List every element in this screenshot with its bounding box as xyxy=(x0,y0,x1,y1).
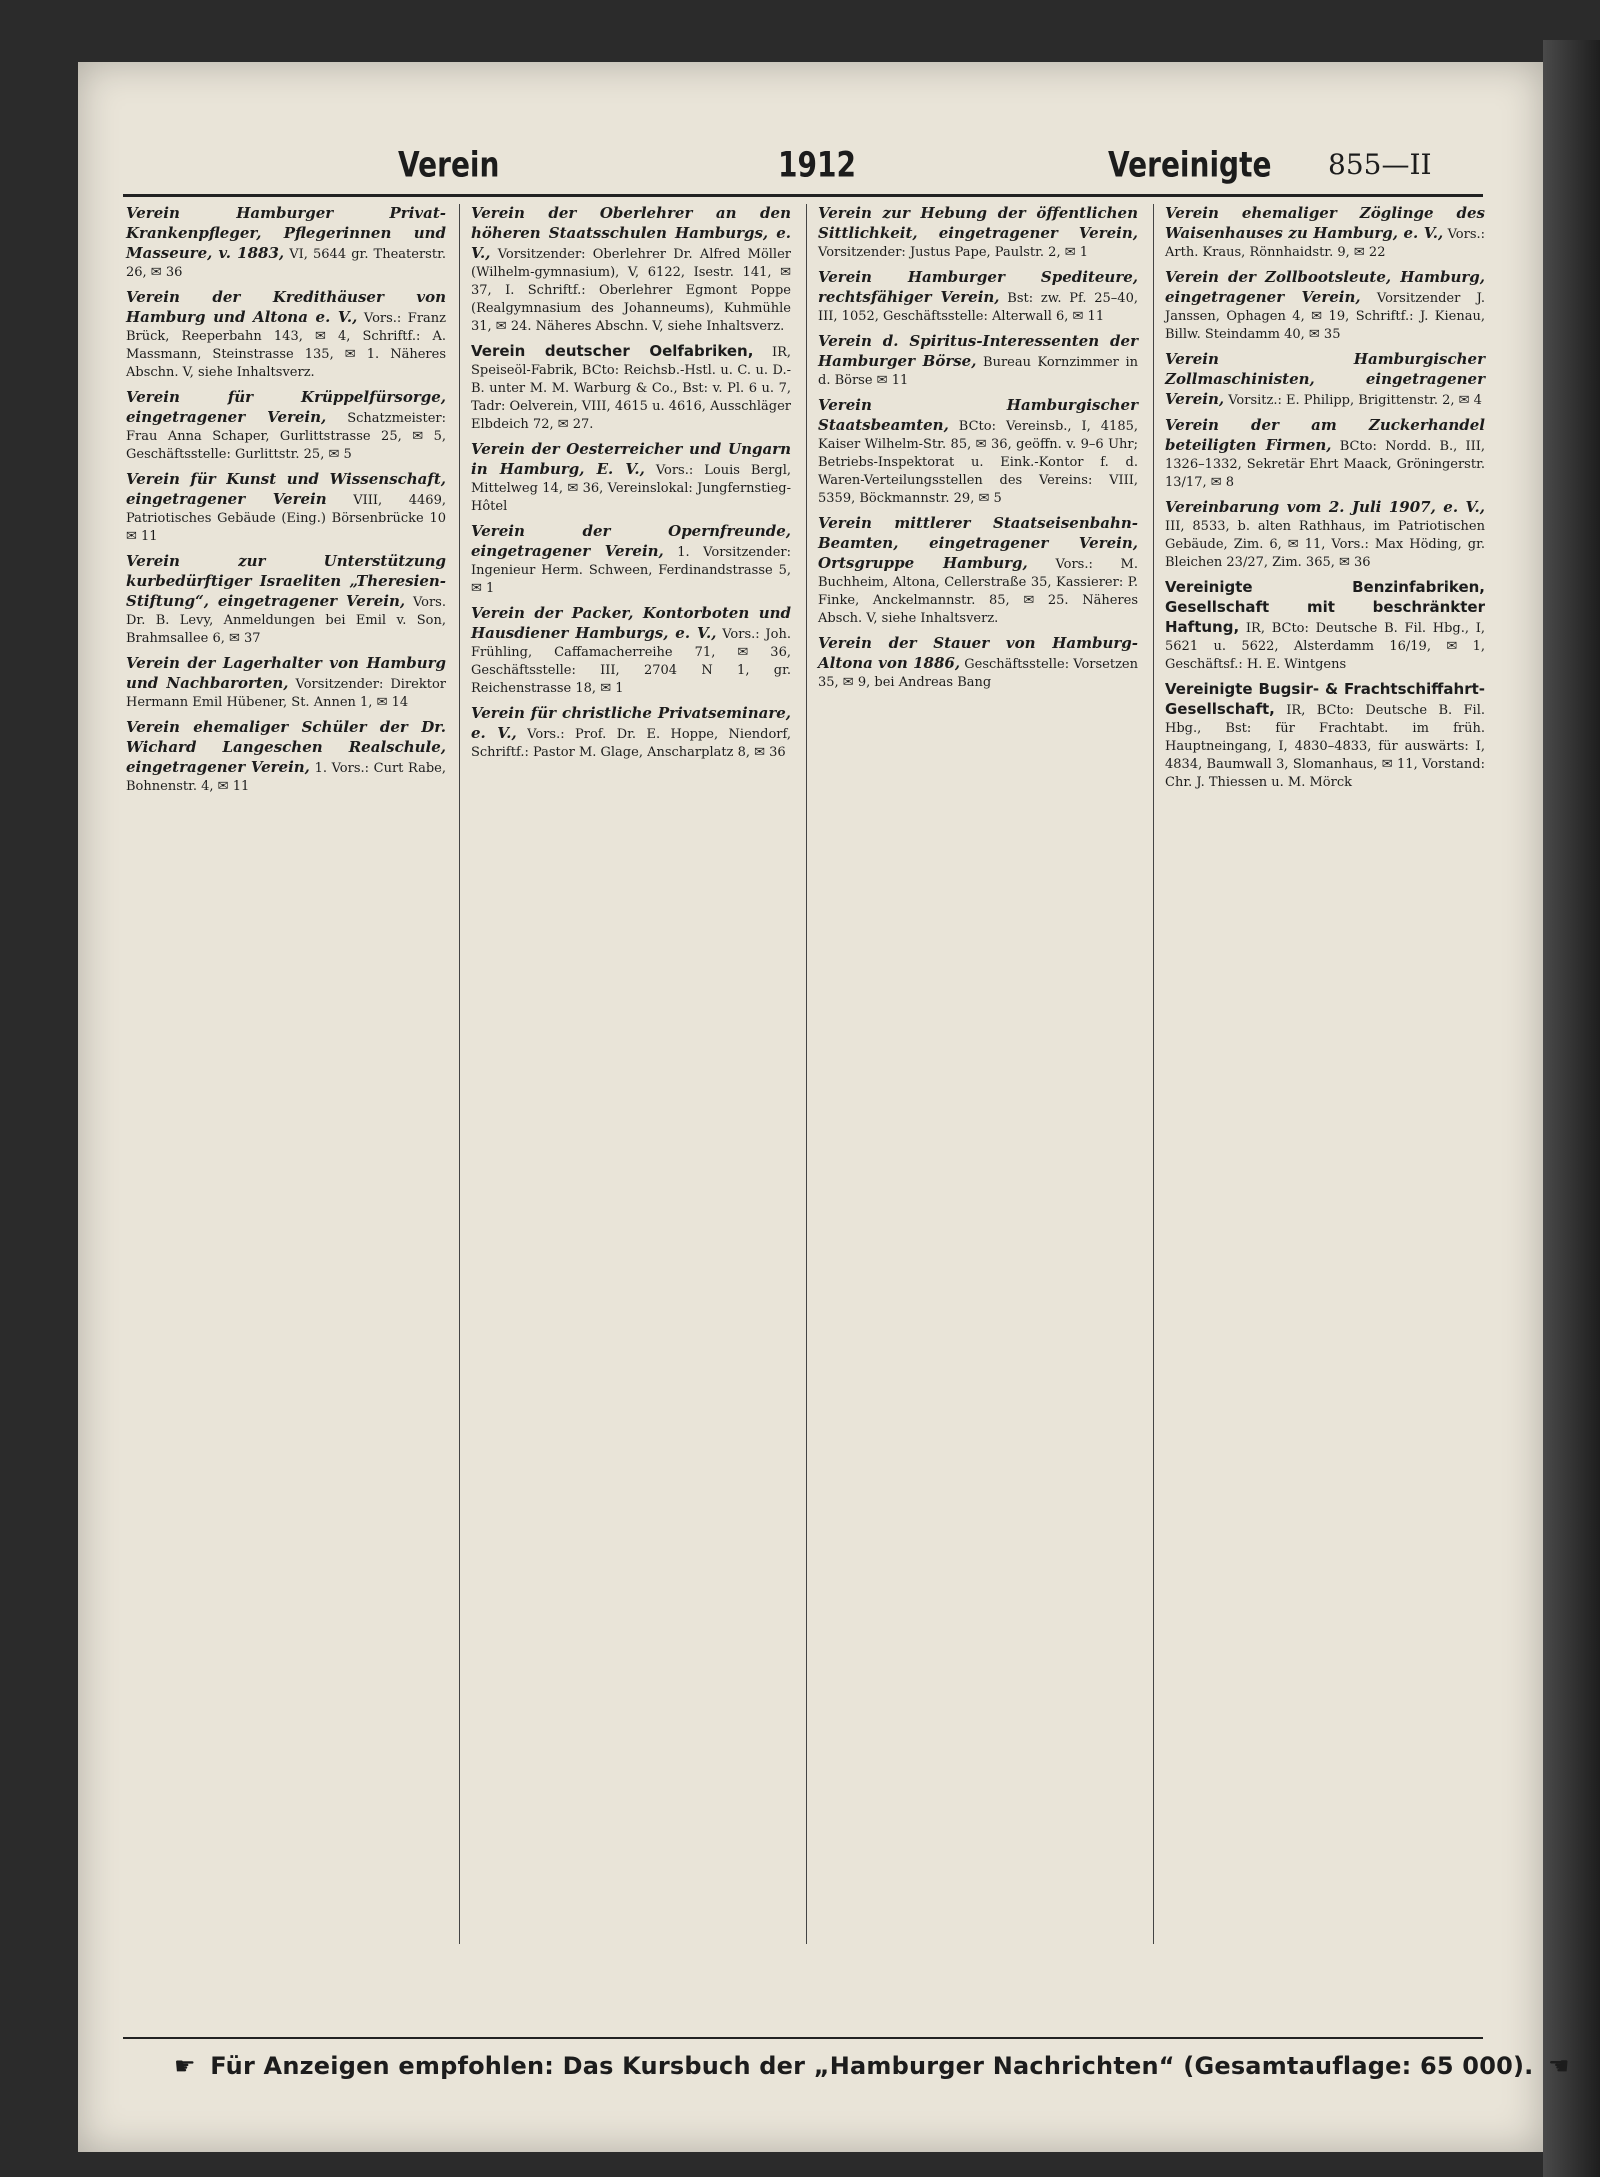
entry-details: Vors.: Joh. Frühling, Caffamacherreihe 71, ✉ 36, Geschäftsstelle: III, 2704 N 1, gr. Reichenstrasse 18, ✉ 1 xyxy=(471,627,791,696)
directory-entry xyxy=(126,204,446,282)
pointing-hand-icon: ☚ xyxy=(1548,2052,1570,2080)
directory-entry xyxy=(1165,350,1485,410)
directory-entry xyxy=(471,204,791,336)
entry-details: Schatzmeister: Frau Anna Schaper, Gurlittstrasse 25, ✉ 5, Geschäftsstelle: Gurlittstr. 25, ✉ 5 xyxy=(126,411,446,462)
directory-entry xyxy=(818,332,1138,390)
entry-details: III, 8533, b. alten Rathhaus, im Patriotischen Gebäude, Zim. 6, ✉ 11, Vors.: Max Höding, gr. Bleichen 23/27, Zim. 365, ✉ 36 xyxy=(1165,519,1485,570)
entry-details: Bst: zw. Pf. 25–40, III, 1052, Geschäftsstelle: Alterwall 6, ✉ 11 xyxy=(818,291,1138,324)
entry-details: Vors.: M. Buchheim, Altona, Cellerstraße 35, Kassierer: P. Finke, Anckelmannstr. 85, ✉ 25. Näheres Absch. V, siehe Inhaltsverz. xyxy=(818,557,1139,626)
entry-firm: Verein deutscher Oelfabriken, xyxy=(471,342,754,360)
entry-details: BCto: Vereinsb., I, 4185, Kaiser Wilhelm-Str. 85, ✉ 36, geöffn. v. 9–6 Uhr; Betriebs-Inspektorat u. Eink.-Kontor f. d. Waren-Verteilungsstellen des Vereins: VIII, 5359, Böckmannstr. 29, ✉ 5 xyxy=(818,419,1138,506)
entry-name: Verein ehemaliger Schüler der Dr. Wichard Langeschen Realschule, eingetragener Verein, xyxy=(126,718,446,776)
entry-name: Verein für Kunst und Wissenschaft, eingetragener Verein xyxy=(126,470,446,508)
directory-entry xyxy=(471,522,791,598)
directory-entry xyxy=(818,204,1138,262)
directory-entry xyxy=(1165,268,1485,344)
column-4 xyxy=(1165,204,1485,1944)
entry-name: Verein der am Zuckerhandel beteiligten Firmen, xyxy=(1165,416,1485,454)
entry-details: Vors.: Louis Bergl, Mittelweg 14, ✉ 36, Vereinslokal: Jungfernstieg-Hôtel xyxy=(471,463,791,514)
entry-details: VI, 5644 gr. Theaterstr. 26, ✉ 36 xyxy=(126,247,446,280)
entry-name: Verein der Kredithäuser von Hamburg und Altona e. V., xyxy=(126,288,446,326)
entry-details: Vors.: Arth. Kraus, Rönnhaidstr. 9, ✉ 22 xyxy=(1165,227,1485,260)
directory-entry xyxy=(818,268,1138,326)
directory-entry xyxy=(126,552,446,648)
directory-entry xyxy=(818,396,1138,508)
directory-entry xyxy=(1165,498,1485,572)
directory-entry xyxy=(1165,416,1485,492)
directory-entry xyxy=(471,440,791,516)
header-left-keyword: Verein xyxy=(398,143,500,186)
entry-name: Verein der Oesterreicher und Ungarn in Hamburg, E. V., xyxy=(471,440,791,478)
document-page xyxy=(78,62,1570,2152)
entry-details: Vors.: Franz Brück, Reeperbahn 143, ✉ 4, Schriftf.: A. Massmann, Steinstrasse 135, ✉ 1. Näheres Abschn. V, siehe Inhaltsverz. xyxy=(126,311,447,380)
directory-entry xyxy=(126,654,446,712)
footer-text: Für Anzeigen empfohlen: Das Kursbuch der „Hamburger Nachrichten“ (Gesamtauflage: 65 000). xyxy=(210,2052,1534,2080)
directory-entry xyxy=(126,288,446,382)
entry-details: Geschäftsstelle: Vorsetzen 35, ✉ 9, bei Andreas Bang xyxy=(818,657,1138,690)
entry-name: Verein für christliche Privatseminare, e. V., xyxy=(471,704,791,742)
pointing-hand-icon: ☛ xyxy=(174,2052,196,2080)
header-year: 1912 xyxy=(778,143,856,186)
column-divider xyxy=(806,204,807,1944)
entry-name: Verein der Stauer von Hamburg-Altona von 1886, xyxy=(818,634,1138,672)
footer-rule xyxy=(123,2037,1483,2039)
entry-details: Vorsitzender: Oberlehrer Dr. Alfred Möller (Wilhelm-gymnasium), V, 6122, Isestr. 141, ✉ 37, I. Schriftf.: Oberlehrer Egmont Poppe (Realgymnasium des Johanneums), Kuhmühle 31, ✉ 24. Näheres Abschn. V, siehe Inhaltsverz. xyxy=(471,247,791,334)
entry-name: Verein mittlerer Staatseisenbahn-Beamten, eingetragener Verein, Ortsgruppe Hamburg, xyxy=(818,514,1138,572)
entry-name: Verein der Oberlehrer an den höheren Staatsschulen Hamburgs, e. V., xyxy=(471,204,791,262)
entry-name: Verein Hamburgischer Zollmaschinisten, eingetragener Verein, xyxy=(1165,350,1485,408)
entry-name: Verein der Packer, Kontorboten und Hausdiener Hamburgs, e. V., xyxy=(471,604,791,642)
entry-name: Verein Hamburger Spediteure, rechtsfähiger Verein, xyxy=(818,268,1138,306)
book-spine xyxy=(1543,40,1600,2177)
directory-entry xyxy=(1165,204,1485,262)
column-3 xyxy=(818,204,1138,1944)
directory-entry xyxy=(471,604,791,698)
entry-details: Vorsitzender J. Janssen, Ophagen 4, ✉ 19, Schriftf.: J. Kienau, Billw. Steindamm 40, ✉ 35 xyxy=(1165,291,1485,342)
directory-entry xyxy=(126,470,446,546)
directory-entry xyxy=(818,634,1138,692)
directory-entry xyxy=(1165,680,1485,792)
directory-entry xyxy=(126,388,446,464)
entry-firm: Vereinigte Benzinfabriken, Gesellschaft mit beschränkter Haftung, xyxy=(1165,578,1485,636)
page-number: 855—II xyxy=(1328,148,1432,181)
entry-details: IR, BCto: Deutsche B. Fil. Hbg., Bst: für Frachtabt. im früh. Hauptneingang, I, 4830–4833, für auswärts: I, 4834, Baumwall 3, Slomanhaus, ✉ 11, Vorstand: Chr. J. Thiessen u. M. Mörck xyxy=(1165,703,1485,790)
header-rule xyxy=(123,194,1483,197)
header-right-keyword: Vereinigte xyxy=(1108,143,1272,186)
column-divider xyxy=(1153,204,1154,1944)
column-2 xyxy=(471,204,791,1944)
entry-details: Vorsitz.: E. Philipp, Brigittenstr. 2, ✉ 4 xyxy=(1228,393,1482,408)
entry-name: Verein zur Unterstützung kurbedürftiger Israeliten „Theresien-Stiftung“, eingetragener Verein, xyxy=(126,552,446,610)
directory-entry xyxy=(126,718,446,796)
entry-firm: Vereinigte Bugsir- & Frachtschiffahrt-Gesellschaft, xyxy=(1165,680,1485,718)
entry-details: IR, Speiseöl-Fabrik, BCto: Reichsb.-Hstl. u. C. u. D.-B. unter M. M. Warburg & Co., Bst: v. Pl. 6 u. 7, Tadr: Oelverein, VIII, 4615 u. 4616, Ausschläger Elbdeich 72, ✉ 27. xyxy=(471,345,791,432)
entry-name: Verein der Opernfreunde, eingetragener Verein, xyxy=(471,522,791,560)
entry-details: Bureau Kornzimmer in d. Börse ✉ 11 xyxy=(818,355,1138,388)
entry-name: Verein ehemaliger Zöglinge des Waisenhauses zu Hamburg, e. V., xyxy=(1165,204,1485,242)
entry-name: Verein zur Hebung der öffentlichen Sittlichkeit, eingetragener Verein, xyxy=(818,204,1138,242)
directory-entry xyxy=(1165,578,1485,674)
entry-details: Vorsitzender: Justus Pape, Paulstr. 2, ✉ 1 xyxy=(818,245,1089,260)
entry-name: Verein Hamburgischer Staatsbeamten, xyxy=(818,396,1138,434)
entry-name: Verein der Zollbootsleute, Hamburg, eingetragener Verein, xyxy=(1165,268,1485,306)
entry-details: 1. Vorsitzender: Ingenieur Herm. Schween, Ferdinandstrasse 5, ✉ 1 xyxy=(471,545,791,596)
advertisement-footer xyxy=(168,2052,1570,2092)
entry-details: Vors. Dr. B. Levy, Anmeldungen bei Emil v. Son, Brahmsallee 6, ✉ 37 xyxy=(126,595,446,646)
directory-entry xyxy=(471,342,791,434)
directory-entry xyxy=(471,704,791,762)
entry-details: VIII, 4469, Patriotisches Gebäude (Eing.) Börsenbrücke 10 ✉ 11 xyxy=(126,493,446,544)
entry-name: Verein Hamburger Privat-Krankenpfleger, Pflegerinnen und Masseure, v. 1883, xyxy=(126,204,446,262)
running-header xyxy=(78,144,1543,194)
entry-details: 1. Vors.: Curt Rabe, Bohnenstr. 4, ✉ 11 xyxy=(126,761,447,794)
entry-details: IR, BCto: Deutsche B. Fil. Hbg., I, 5621 u. 5622, Alsterdamm 16/19, ✉ 1, Geschäftsf.: H. E. Wintgens xyxy=(1165,621,1485,672)
column-1 xyxy=(126,204,446,1944)
entry-details: Vorsitzender: Direktor Hermann Emil Hübener, St. Annen 1, ✉ 14 xyxy=(126,677,446,710)
entry-name: Verein der Lagerhalter von Hamburg und Nachbarorten, xyxy=(126,654,446,692)
entry-details: Vors.: Prof. Dr. E. Hoppe, Niendorf, Schriftf.: Pastor M. Glage, Anscharplatz 8, ✉ 36 xyxy=(471,727,791,760)
entry-name: Vereinbarung vom 2. Juli 1907, e. V., xyxy=(1165,498,1485,516)
directory-entry xyxy=(818,514,1138,628)
column-divider xyxy=(459,204,460,1944)
entry-name: Verein für Krüppelfürsorge, eingetragener Verein, xyxy=(126,388,446,426)
entry-name: Verein d. Spiritus-Interessenten der Hamburger Börse, xyxy=(818,332,1138,370)
entry-details: BCto: Nordd. B., III, 1326–1332, Sekretär Ehrt Maack, Gröningerstr. 13/17, ✉ 8 xyxy=(1165,439,1485,490)
